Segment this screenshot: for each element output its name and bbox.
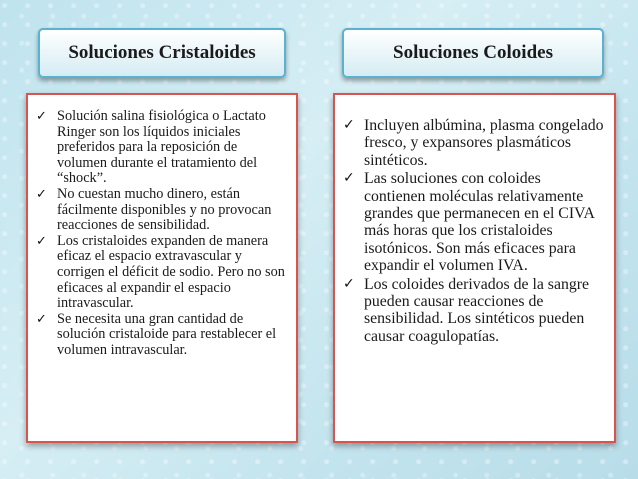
header-soluciones-coloides	[342, 28, 604, 78]
checkmark-icon: ✓	[343, 275, 355, 292]
list-cristaloides	[36, 109, 288, 359]
checkmark-icon: ✓	[36, 109, 47, 124]
checkmark-icon: ✓	[343, 117, 355, 133]
header-title-left: Soluciones Cristaloides	[68, 42, 256, 63]
list-item: ✓ Las soluciones con coloides contienen moléculas relativamente grandes que permanecen en el CIVA más horas que los cristaloides isotónicos. Son más eficaces para expandir el volumen IVA.	[343, 170, 594, 275]
list-item: ✓ Los cristaloides expanden de manera eficaz el espacio extravascular y corrigen el déficit de sodio. Pero no son eficaces al expandir el espacio intravascular.	[36, 232, 285, 312]
list-item: ✓ Solución salina fisiológica o Lactato Ringer son los líquidos iniciales preferidos para la reposición de volumen durante el tratamiento del “shock”.	[36, 108, 266, 187]
list-coloides	[343, 117, 606, 345]
header-title-right: Soluciones Coloides	[393, 42, 553, 63]
panel-coloides	[333, 93, 616, 443]
list-item: ✓ Incluyen albúmina, plasma congelado fresco, y expansores plasmáticos sintéticos.	[343, 117, 604, 169]
list-item: ✓ Se necesita una gran cantidad de solución cristaloide para restablecer el volumen intravascular.	[36, 310, 277, 358]
checkmark-icon: ✓	[343, 170, 355, 187]
list-item: ✓ No cuestan mucho dinero, están fácilmente disponibles y no provocan reacciones de sensibilidad.	[36, 185, 272, 234]
panel-cristaloides	[26, 93, 298, 443]
header-soluciones-cristaloides	[38, 28, 286, 78]
checkmark-icon: ✓	[36, 186, 47, 202]
checkmark-icon: ✓	[36, 311, 47, 327]
list-item: ✓ Los coloides derivados de la sangre pueden causar reacciones de sensibilidad. Los sintéticos pueden causar coagulopatías.	[343, 275, 590, 345]
checkmark-icon: ✓	[36, 233, 47, 249]
